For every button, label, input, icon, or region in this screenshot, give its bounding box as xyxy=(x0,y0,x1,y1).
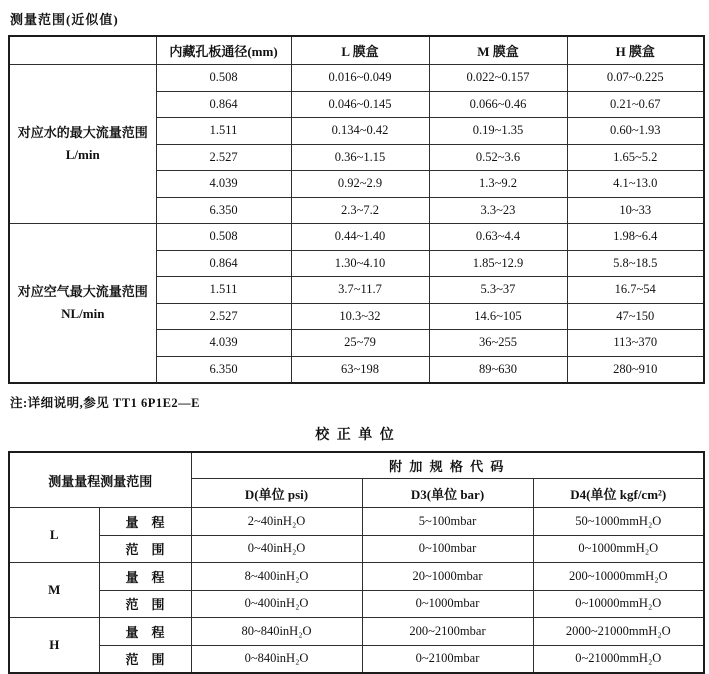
cell-d4: 0~10000mmH₂O xyxy=(533,590,704,618)
table-row xyxy=(9,65,704,92)
cell-h: 47~150 xyxy=(567,303,704,330)
row-type-label: 量 程 xyxy=(99,618,191,646)
cell-h: 5.8~18.5 xyxy=(567,250,704,277)
cell-bore: 0.864 xyxy=(156,250,291,277)
cell-d3: 200~2100mbar xyxy=(362,618,533,646)
cell-l: 0.92~2.9 xyxy=(291,171,429,198)
cell-l: 3.7~11.7 xyxy=(291,277,429,304)
row-type-label: 量 程 xyxy=(99,508,191,536)
table-row xyxy=(9,535,704,563)
flow-range-table xyxy=(8,35,705,384)
cell-l: 63~198 xyxy=(291,356,429,383)
cell-h: 1.65~5.2 xyxy=(567,144,704,171)
cell-h: 1.98~6.4 xyxy=(567,224,704,251)
cell-bore: 6.350 xyxy=(156,356,291,383)
header-m-capsule: M 膜盒 xyxy=(429,36,567,65)
cell-bore: 0.508 xyxy=(156,224,291,251)
corner-cell xyxy=(9,36,156,65)
cell-l: 0.44~1.40 xyxy=(291,224,429,251)
header-h-capsule: H 膜盒 xyxy=(567,36,704,65)
cell-d4: 2000~21000mmH₂O xyxy=(533,618,704,646)
cell-h: 4.1~13.0 xyxy=(567,171,704,198)
header-d-psi: D(单位 psi) xyxy=(191,479,362,508)
cell-m: 36~255 xyxy=(429,330,567,357)
table-row xyxy=(9,618,704,646)
cell-m: 0.52~3.6 xyxy=(429,144,567,171)
cell-d3: 20~1000mbar xyxy=(362,563,533,591)
cell-h: 280~910 xyxy=(567,356,704,383)
group-label-water xyxy=(9,65,156,224)
header-spec-code-group: 附 加 规 格 代 码 xyxy=(191,452,704,479)
cell-bore: 0.864 xyxy=(156,91,291,118)
measurement-range-title: 测量范围(近似值) xyxy=(10,12,119,27)
header-l-capsule: L 膜盒 xyxy=(291,36,429,65)
cell-bore: 1.511 xyxy=(156,277,291,304)
cell-bore: 1.511 xyxy=(156,118,291,145)
cell-bore: 2.527 xyxy=(156,144,291,171)
cell-l: 0.016~0.049 xyxy=(291,65,429,92)
cell-d3: 0~2100mbar xyxy=(362,645,533,673)
cell-d4: 0~21000mmH₂O xyxy=(533,645,704,673)
cell-m: 0.066~0.46 xyxy=(429,91,567,118)
cell-d: 2~40inH₂O xyxy=(191,508,362,536)
cell-d4: 50~1000mmH₂O xyxy=(533,508,704,536)
cell-l: 1.30~4.10 xyxy=(291,250,429,277)
row-type-label: 范 围 xyxy=(99,590,191,618)
cell-m: 5.3~37 xyxy=(429,277,567,304)
row-type-label: 量 程 xyxy=(99,563,191,591)
cell-bore: 0.508 xyxy=(156,65,291,92)
cell-h: 16.7~54 xyxy=(567,277,704,304)
cell-d4: 0~1000mmH₂O xyxy=(533,535,704,563)
cell-l: 0.046~0.145 xyxy=(291,91,429,118)
calibration-units-title: 校 正 单 位 xyxy=(315,428,396,443)
cell-l: 0.36~1.15 xyxy=(291,144,429,171)
table-header-row xyxy=(9,36,704,65)
cell-m: 89~630 xyxy=(429,356,567,383)
cell-l: 25~79 xyxy=(291,330,429,357)
cell-m: 3.3~23 xyxy=(429,197,567,224)
cell-d3: 5~100mbar xyxy=(362,508,533,536)
cell-d: 0~40inH₂O xyxy=(191,535,362,563)
group-label-unit: L/min xyxy=(65,147,100,162)
cell-bore: 2.527 xyxy=(156,303,291,330)
header-measure-range: 测量量程测量范围 xyxy=(9,452,191,508)
cell-bore: 4.039 xyxy=(156,330,291,357)
cell-m: 0.19~1.35 xyxy=(429,118,567,145)
group-label-air xyxy=(9,224,156,384)
cell-h: 10~33 xyxy=(567,197,704,224)
table-row xyxy=(9,563,704,591)
cell-d: 8~400inH₂O xyxy=(191,563,362,591)
cell-m: 1.3~9.2 xyxy=(429,171,567,198)
cell-h: 0.60~1.93 xyxy=(567,118,704,145)
table-row xyxy=(9,224,704,251)
cell-d4: 200~10000mmH₂O xyxy=(533,563,704,591)
header-d3-bar: D3(单位 bar) xyxy=(362,479,533,508)
calibration-units-table xyxy=(8,451,705,674)
header-d4-kgfcm2: D4(单位 kgf/cm²) xyxy=(533,479,704,508)
range-label-h: H xyxy=(9,618,99,674)
cell-d: 0~840inH₂O xyxy=(191,645,362,673)
row-type-label: 范 围 xyxy=(99,535,191,563)
table-row xyxy=(9,590,704,618)
table-row xyxy=(9,645,704,673)
footnote: 注:详细说明,参见 TT1 6P1E2—E xyxy=(10,396,201,410)
cell-h: 0.07~0.225 xyxy=(567,65,704,92)
header-bore: 内藏孔板通径(mm) xyxy=(156,36,291,65)
cell-bore: 4.039 xyxy=(156,171,291,198)
cell-d3: 0~1000mbar xyxy=(362,590,533,618)
cell-m: 14.6~105 xyxy=(429,303,567,330)
group-label-text: 对应空气最大流量范围 xyxy=(17,284,148,299)
range-label-m: M xyxy=(9,563,99,618)
table-row xyxy=(9,508,704,536)
cell-h: 0.21~0.67 xyxy=(567,91,704,118)
range-label-l: L xyxy=(9,508,99,563)
cell-bore: 6.350 xyxy=(156,197,291,224)
cell-d: 0~400inH₂O xyxy=(191,590,362,618)
table-header-row xyxy=(9,452,704,479)
row-type-label: 范 围 xyxy=(99,645,191,673)
cell-m: 0.022~0.157 xyxy=(429,65,567,92)
cell-d3: 0~100mbar xyxy=(362,535,533,563)
cell-h: 113~370 xyxy=(567,330,704,357)
cell-d: 80~840inH₂O xyxy=(191,618,362,646)
group-label-unit: NL/min xyxy=(61,306,105,321)
cell-l: 10.3~32 xyxy=(291,303,429,330)
cell-m: 0.63~4.4 xyxy=(429,224,567,251)
cell-l: 0.134~0.42 xyxy=(291,118,429,145)
group-label-text: 对应水的最大流量范围 xyxy=(17,125,148,140)
cell-m: 1.85~12.9 xyxy=(429,250,567,277)
cell-l: 2.3~7.2 xyxy=(291,197,429,224)
